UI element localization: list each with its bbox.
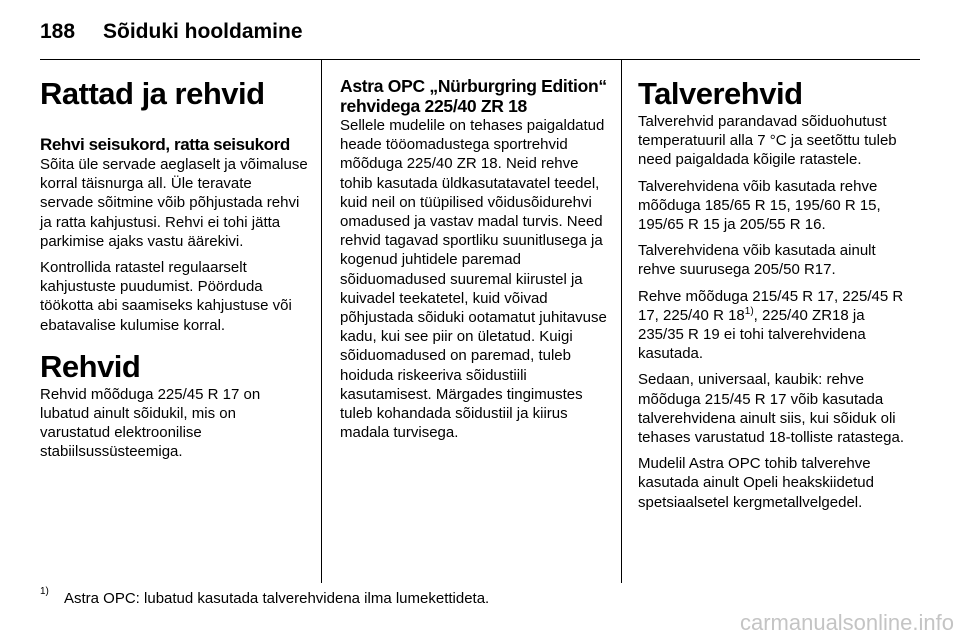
page-number: 188: [40, 20, 76, 43]
paragraph: Sõita üle servade aeglaselt ja võimaluse korral täisnurga all. Üle teravate servade sõitmine võib põhjustada rehvi ja ratta kahjustusi. Rehvi ei tohi jätta parkimise ajaks vastu äärekivi.: [40, 156, 308, 250]
paragraph: Talverehvidena võib kasutada ainult rehve suurusega 205/50 R17.: [638, 242, 876, 279]
paragraph-text: Rehve mõõduga 215/45 R 17, 225/45 R 17, 225/40 R 18: [638, 287, 904, 324]
section-heading-winter-tyres: Talverehvid: [638, 76, 803, 111]
column-2: [340, 76, 608, 442]
page-title: Sõiduki hooldamine: [103, 20, 303, 43]
footnote-mark: 1): [40, 586, 49, 597]
paragraph-text: , 225/40 ZR18 ja 235/35 R 19 ei tohi talverehvidena kasutada.: [638, 306, 866, 363]
section-heading-wheels-tyres: Rattad ja rehvid: [40, 76, 265, 111]
paragraph: Mudelil Astra OPC tohib talverehve kasutada ainult Opeli heakskiidetud spetsiaalsetel kergmetallvelgedel.: [638, 455, 874, 511]
column-divider-1: [321, 60, 322, 583]
column-divider-2: [621, 60, 622, 583]
section-heading-tyres: Rehvid: [40, 348, 141, 384]
column-1: [40, 76, 308, 462]
subsection-heading-astra-opc: Astra OPC „Nürburgring Edition“ rehvidega 225/40 ZR 18: [340, 76, 607, 116]
paragraph: Sellele mudelile on tehases paigaldatud heade tööomadustega sportrehvid mõõduga 225/40 ZR 18. Neid rehve tohib kasutada üldkasutatavatel teedel, kuid neil on tüüpilised võidusõidurehvi omadused ja vastav madal turvis. Need rehvid tagavad sportliku suunitlusega ja kogenud juhtidele paremad sõiduomadused suuremal kiirustel ja kuivadel teekatetel, kuid võivad põhjustada sõiduki ootamatut juhitavuse kadu, kui see piir on ületatud. Kuigi sõiduomadused on paremad, tuleb hoiduda riskeeriva sõidustiili kasutamisest. Märgades tingimustes tuleb kohandada sõidustiil ja kiirus madala turvisega.: [340, 117, 607, 442]
paragraph: Talverehvid parandavad sõiduohutust temperatuuril alla 7 °C ja seetõttu tuleb need paigaldada kõigile ratastele.: [638, 113, 897, 169]
paragraph: Rehvid mõõduga 225/45 R 17 on lubatud ainult sõidukil, mis on varustatud elektroonilise stabiilsussüsteemiga.: [40, 385, 261, 461]
header-rule: [40, 59, 920, 60]
paragraph-with-footnote: [638, 287, 908, 364]
footnote-reference[interactable]: 1): [744, 305, 754, 317]
paragraph: Talverehvidena võib kasutada rehve mõõduga 185/65 R 15, 195/60 R 15, 195/65 R 15 ja 205/55 R 16.: [638, 177, 881, 234]
column-3: [638, 76, 908, 512]
paragraph: Sedaan, universaal, kaubik: rehve mõõduga 215/45 R 17 võib kasutada talverehvidena ainult siis, kui sõiduk oli tehases varustatud 18-tolliste ratastega.: [638, 371, 904, 447]
footnote-text: Astra OPC: lubatud kasutada talverehvidena ilma lumekettideta.: [64, 590, 490, 607]
page-header: [40, 20, 920, 48]
subsection-heading-tyre-condition: Rehvi seisukord, ratta seisukord: [40, 135, 290, 154]
paragraph: Kontrollida ratastel regulaarselt kahjustuste puudumist. Pöörduda töökotta abi saamiseks kahjustuse või ebatavalise kulumise korral.: [40, 259, 292, 334]
watermark: carmanualsonline.info: [739, 610, 954, 635]
